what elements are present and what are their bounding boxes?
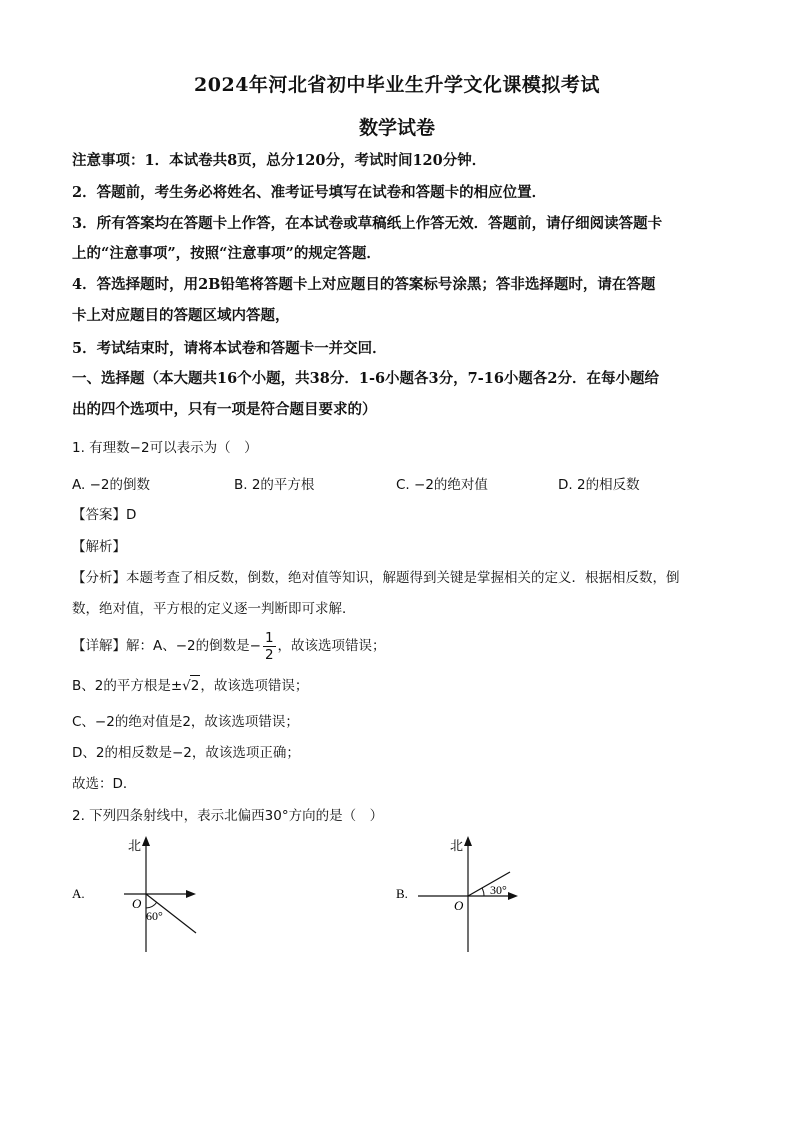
note-line-7: 5．考试结束时，请将本试卷和答题卡一并交回． bbox=[72, 340, 387, 357]
detail-b-post: ，故该选项错误； bbox=[200, 678, 309, 694]
north-label: 北 bbox=[450, 838, 464, 853]
note-line-4: 上的“注意事项”，按照“注意事项”的规定答题． bbox=[72, 245, 381, 262]
angle-arc bbox=[482, 888, 484, 896]
q1-answer: 【答案】D bbox=[72, 507, 137, 523]
north-label: 北 bbox=[128, 838, 142, 853]
q1-conclusion: 故选：D． bbox=[72, 776, 137, 792]
east-arrow-icon bbox=[186, 890, 196, 898]
q1-option-d: D. 2的相反数 bbox=[558, 477, 640, 493]
north-arrow-icon bbox=[142, 836, 150, 846]
q1-option-b: B. 2的平方根 bbox=[234, 477, 315, 493]
section-heading-2: 出的四个选项中，只有一项是符合题目要求的） bbox=[72, 401, 377, 418]
note-line-5: 4．答选择题时，用2B铅笔将答题卡上对应题目的答案标号涂黑；答非选择题时，请在答题 bbox=[72, 276, 656, 293]
fraction bbox=[263, 630, 276, 663]
q1-analysis-1: 【分析】本题考查了相反数，倒数，绝对值等知识，解题得到关键是掌握相关的定义．根据相反数，倒 bbox=[72, 570, 680, 586]
angle-label: 60° bbox=[146, 909, 163, 923]
q2-figure-b bbox=[388, 832, 548, 956]
angle-label: 30° bbox=[490, 883, 507, 897]
exam-subtitle: 数学试卷 bbox=[358, 117, 435, 139]
q1-detail-a bbox=[72, 628, 732, 664]
q1-detail-d: D、2的相反数是−2，故该选项正确； bbox=[72, 745, 300, 761]
origin-label: O bbox=[454, 898, 464, 913]
q1-analysis-2: 数，绝对值，平方根的定义逐一判断即可求解． bbox=[72, 601, 356, 617]
detail-a-post: ，故该选项错误； bbox=[277, 638, 386, 654]
section-heading-1: 一、选择题（本大题共16个小题，共38分．1-6小题各3分，7-16小题各2分．在每小题给 bbox=[72, 370, 660, 387]
detail-b-pre: B、2的平方根是± bbox=[72, 678, 183, 694]
fraction-denominator: 2 bbox=[264, 646, 274, 663]
q2-stem: 2. 下列四条射线中，表示北偏西30°方向的是（ ） bbox=[72, 808, 384, 824]
detail-a-pre: 【详解】解：A、−2的倒数是− bbox=[72, 638, 261, 654]
north-arrow-icon bbox=[464, 836, 472, 846]
exam-title: 2024年河北省初中毕业生升学文化课模拟考试 bbox=[194, 74, 600, 96]
option-label: B. bbox=[396, 886, 408, 901]
q1-option-c: C. −2的绝对值 bbox=[396, 477, 488, 493]
note-line-6: 卡上对应题目的答题区域内答题， bbox=[72, 307, 290, 324]
q1-analysis-label: 【解析】 bbox=[72, 539, 126, 555]
note-line-1: 注意事项：1．本试卷共8页，总分120分，考试时间120分钟． bbox=[72, 152, 487, 169]
origin-label: O bbox=[132, 896, 142, 911]
note-line-3: 3．所有答案均在答题卡上作答，在本试卷或草稿纸上作答无效．答题前，请仔细阅读答题卡 bbox=[72, 215, 663, 232]
q1-detail-c: C、−2的绝对值是2，故该选项错误； bbox=[72, 714, 299, 730]
note-line-2: 2．答题前，考生务必将姓名、准考证号填写在试卷和答题卡的相应位置． bbox=[72, 184, 547, 201]
q1-option-a: A. −2的倒数 bbox=[72, 477, 150, 493]
q2-figure-a bbox=[64, 832, 224, 956]
angle-arc bbox=[146, 902, 157, 908]
q1-stem: 1. 有理数−2可以表示为（ ） bbox=[72, 440, 258, 456]
q1-detail-b bbox=[72, 675, 732, 696]
sqrt-radicand: 2 bbox=[190, 675, 201, 696]
fraction-numerator: 1 bbox=[264, 629, 274, 646]
option-label: A. bbox=[72, 886, 85, 901]
sqrt-radical-icon: √ bbox=[182, 678, 191, 694]
east-arrow-icon bbox=[508, 892, 518, 900]
